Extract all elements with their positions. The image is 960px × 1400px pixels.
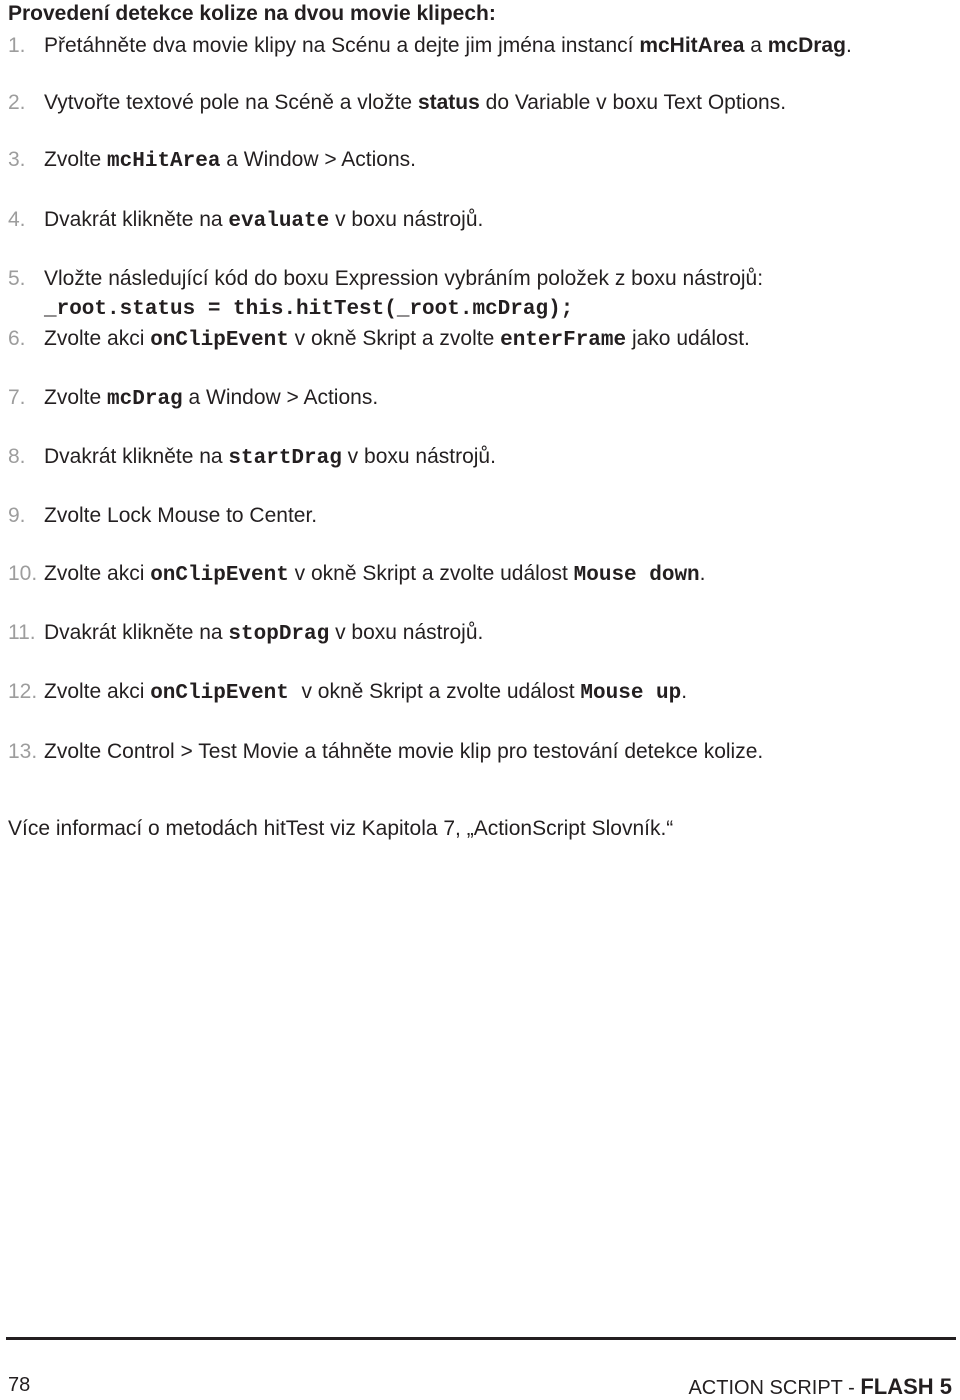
step-number: 5.	[8, 267, 26, 290]
code-term: Mouse up	[580, 682, 682, 705]
step-text: a	[744, 34, 768, 57]
variable-name: status	[417, 91, 480, 114]
step-text: Dvakrát klikněte na	[44, 208, 229, 231]
step-number: 9.	[8, 504, 26, 527]
step-text: v boxu nástrojů.	[341, 445, 496, 468]
step-text: Zvolte	[44, 386, 108, 409]
step-text: Vložte následující kód do boxu Expression vybráním položek z boxu nástrojů:	[44, 267, 764, 290]
code-term: stopDrag	[228, 623, 330, 646]
code-term: onClipEvent	[150, 329, 289, 352]
section-heading: Provedení detekce kolize na dvou movie klipech:	[8, 2, 496, 25]
step-text: Zvolte Lock Mouse to Center.	[44, 504, 318, 527]
step-number: 7.	[8, 386, 26, 409]
step-text: Zvolte akci	[44, 327, 151, 350]
step-text: v boxu nástrojů.	[329, 208, 484, 231]
step-item-5	[8, 263, 952, 325]
instance-name: mcDrag	[767, 34, 846, 57]
code-term: mcHitArea	[107, 150, 221, 173]
step-item-9	[8, 500, 952, 532]
code-term: startDrag	[228, 447, 342, 470]
step-number: 1.	[8, 34, 26, 57]
step-item-8	[8, 441, 952, 475]
step-number: 12.	[8, 680, 38, 703]
step-text: jako událost.	[626, 327, 750, 350]
step-text: Zvolte akci	[44, 680, 151, 703]
step-item-10	[8, 558, 952, 592]
step-text: Dvakrát klikněte na	[44, 621, 229, 644]
step-text: .	[699, 562, 706, 585]
step-text: Vytvořte textové pole na Scéně a vložte	[44, 91, 418, 114]
step-item-1	[8, 30, 952, 62]
step-text: do Variable v boxu Text Options.	[479, 91, 787, 114]
step-item-2	[8, 87, 952, 119]
step-number: 13.	[8, 740, 38, 763]
step-text: v okně Skript a zvolte	[288, 327, 501, 350]
steps-list	[8, 30, 952, 763]
step-number: 10.	[8, 562, 38, 585]
step-text: Zvolte Control > Test Movie a táhněte movie klip pro testování detekce kolize.	[44, 740, 764, 763]
step-item-12	[8, 676, 952, 710]
code-snippet: _root.status = this.hitTest(_root.mcDrag);	[44, 298, 574, 321]
step-number: 4.	[8, 208, 26, 231]
code-term: mcDrag	[107, 388, 183, 411]
step-text: Přetáhněte dva movie klipy na Scénu a dejte jim jména instancí	[44, 34, 640, 57]
step-number: 6.	[8, 327, 26, 350]
step-text: v boxu nástrojů.	[329, 621, 484, 644]
page-number: 78	[8, 1374, 31, 1396]
running-title	[688, 1374, 952, 1400]
step-text: v okně Skript a zvolte událost	[301, 680, 581, 703]
step-text: a Window > Actions.	[182, 386, 379, 409]
step-text: a Window > Actions.	[220, 148, 416, 171]
brand-name: FLASH 5	[860, 1374, 952, 1399]
step-text: v okně Skript a zvolte událost	[288, 562, 574, 585]
running-title-text: ACTION SCRIPT -	[688, 1377, 861, 1399]
step-text: .	[845, 34, 852, 57]
step-text: Dvakrát klikněte na	[44, 445, 229, 468]
code-term: Mouse down	[573, 564, 700, 587]
code-term: onClipEvent	[150, 564, 289, 587]
step-number: 3.	[8, 148, 26, 171]
instance-name: mcHitArea	[639, 34, 745, 57]
code-term: enterFrame	[500, 329, 627, 352]
code-term: evaluate	[228, 210, 330, 233]
step-number: 8.	[8, 445, 26, 468]
step-text: Zvolte	[44, 148, 108, 171]
step-number: 2.	[8, 91, 26, 114]
step-item-13	[8, 736, 952, 768]
step-text: .	[681, 680, 688, 703]
step-item-3	[8, 144, 952, 178]
step-item-7	[8, 382, 952, 416]
step-item-4	[8, 204, 952, 238]
footer-divider	[6, 1337, 956, 1340]
step-number: 11.	[8, 621, 36, 644]
step-item-11	[8, 617, 952, 651]
reference-note: Více informací o metodách hitTest viz Kapitola 7, „ActionScript Slovník.“	[8, 817, 674, 840]
code-term: onClipEvent	[150, 682, 302, 705]
step-text: Zvolte akci	[44, 562, 151, 585]
step-item-6	[8, 323, 952, 357]
